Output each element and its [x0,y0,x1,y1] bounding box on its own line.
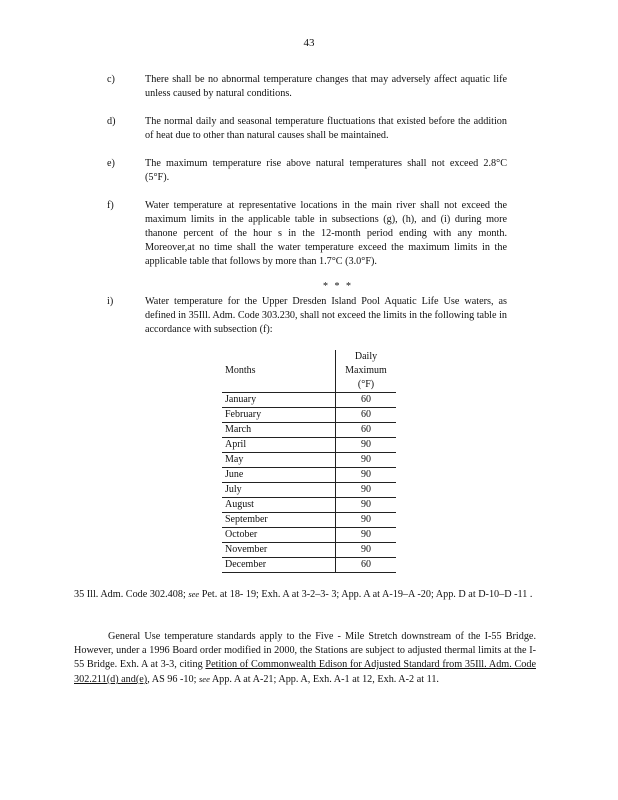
header-daily: Daily [354,351,378,362]
item-text: Water temperature for the Upper Dresden Island Pool Aquatic Life Use waters, as defined in 35Ill. Adm. Code 303.230, shall not exceed the limits in the following table in accordance with subsection (f): [145,296,507,335]
citation-see: see [188,589,200,599]
header-months: Months [222,350,336,393]
case-number: , AS 96 -10; [147,674,197,685]
row-value: 90 [336,483,397,498]
item-label: c) [107,74,115,85]
table-row [222,543,396,558]
table-header-row [222,350,396,393]
body-paragraph [74,630,536,687]
page-number: 43 [303,37,315,49]
row-month: August [222,498,336,513]
row-value: 90 [336,498,397,513]
row-value: 60 [336,423,397,438]
row-month: January [222,393,336,408]
table-row [222,483,396,498]
temperature-table [222,350,396,573]
table-row [222,468,396,483]
row-month: September [222,513,336,528]
row-month: July [222,483,336,498]
row-value: 60 [336,393,397,408]
row-value: 90 [336,513,397,528]
header-unit: (°F) [357,379,375,390]
table-row [222,513,396,528]
row-value: 60 [336,558,397,573]
item-text: The maximum temperature rise above natural temperatures shall not exceed 2.8°C (5°F). [145,158,507,183]
header-maximum: Maximum [345,365,387,376]
row-month: May [222,453,336,468]
citation-paragraph [74,587,536,602]
paragraph-references: App. A at A-21; App. A, Exh. A-1 at 12, Exh. A-2 at 11. [211,674,439,685]
row-value: 60 [336,408,397,423]
paragraph-text: General Use temperature standards apply to the Five - Mile Stretch downstream of the I-55 Bridge. However, under a 1996 Board order modified in 2000, the Stations are subject to adjusted thermal limits at the I-55 Bridge. Exh. A at 3-3, citing [74,631,536,670]
row-month: February [222,408,336,423]
item-label: d) [107,116,116,127]
row-value: 90 [336,438,397,453]
table-row [222,408,396,423]
table-row [222,438,396,453]
paragraph-see: see [198,674,210,684]
item-text: The normal daily and seasonal temperature fluctuations that existed before the addition of heat due to other than natural causes shall be maintained. [145,116,507,141]
header-daily-maximum [336,350,397,393]
row-month: November [222,543,336,558]
item-text: Water temperature at representative locations in the main river shall not exceed the maximum limits in the applicable table in subsections (g), (h), and (i) during more thanone percent of the hour s in the 12-month period ending with any month. Moreover,at no time shall the water temperature exceed the maximum limits in the applicable table that follows by more than 1.7°C (3.0°F). [145,200,507,267]
citation-references: Pet. at 18- 19; Exh. A at 3-2–3- 3; App. A at A-19–A -20; App. D at D-10–D -11 . [201,589,533,600]
row-month: March [222,423,336,438]
row-value: 90 [336,543,397,558]
table-row [222,423,396,438]
row-month: October [222,528,336,543]
item-label: f) [107,200,114,211]
item-label: i) [107,296,114,307]
row-value: 90 [336,453,397,468]
table-row [222,528,396,543]
table-row [222,393,396,408]
row-value: 90 [336,468,397,483]
table-row [222,453,396,468]
section-separator: * * * [323,281,353,292]
citation-code: 35 Ill. Adm. Code 302.408; [74,589,186,600]
row-month: June [222,468,336,483]
row-month: December [222,558,336,573]
case-title: Petition of Commonwealth Edison for Adjusted Standard from 35Ill. Adm. Code 302.211(d) and(e) [74,659,536,685]
row-month: April [222,438,336,453]
table-row [222,558,396,573]
row-value: 90 [336,528,397,543]
item-text: There shall be no abnormal temperature changes that may adversely affect aquatic life unless caused by natural conditions. [145,74,507,99]
table-row [222,498,396,513]
item-label: e) [107,158,115,169]
